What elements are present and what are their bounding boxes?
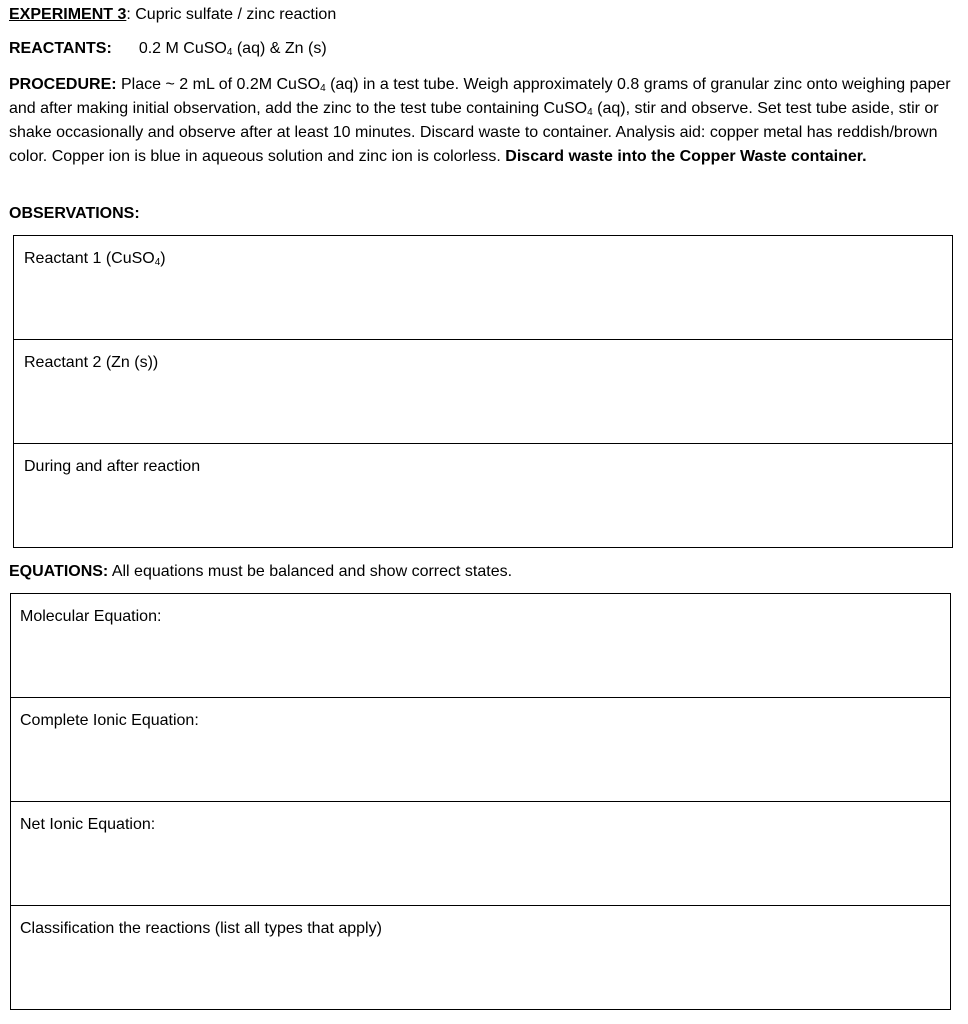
- experiment-heading: [9, 5, 336, 25]
- observation-row-reactant-1[interactable]: [14, 236, 952, 340]
- equation-row-net-ionic[interactable]: [11, 802, 950, 906]
- observation-row-reactant-2[interactable]: [14, 340, 952, 444]
- procedure-paragraph: [9, 73, 964, 169]
- equation-row-classification[interactable]: [11, 906, 950, 1010]
- equations-table: [10, 593, 951, 1010]
- reactant-1-suffix: (aq) & Zn (s): [232, 40, 327, 57]
- equation-row-label: Net Ionic Equation:: [20, 816, 156, 833]
- equations-instruction: All equations must be balanced and show correct states.: [108, 563, 513, 580]
- reactants-line: [9, 39, 327, 59]
- equation-row-label: Complete Ionic Equation:: [20, 712, 199, 729]
- procedure-text-3: (aq), stir and observe. Set test tube aside, stir or shake occasionally and observe after at least 10 minutes. Discard waste to container. Analysis aid: copper metal has reddish/brown color. Copper ion is blue in aqueous solution and zinc ion is colorless.: [9, 100, 939, 165]
- observation-row-label: During and after reaction: [24, 458, 201, 475]
- procedure-text-2: (aq) in a test tube. Weigh approximately 0.8 grams of granular zinc onto weighing paper and after making initial observation, add the zinc to the test tube containing CuSO: [9, 76, 951, 117]
- procedure-discard-note: Discard waste into the Copper Waste container.: [505, 148, 867, 165]
- equations-label: EQUATIONS:: [9, 563, 109, 580]
- procedure-subscript-1: 4: [320, 83, 326, 94]
- observation-row-label: Reactant 2 (Zn (s)): [24, 354, 159, 371]
- procedure-text-1: Place ~ 2 mL of 0.2M CuSO: [116, 76, 321, 93]
- observation-label-subscript: 4: [154, 257, 161, 268]
- reactants-label: REACTANTS:: [9, 40, 112, 57]
- observations-label: OBSERVATIONS:: [9, 205, 140, 222]
- equations-heading: [9, 562, 512, 582]
- experiment-label: EXPERIMENT 3: [9, 6, 127, 23]
- observation-label-suffix: ): [160, 250, 166, 267]
- equation-row-complete-ionic[interactable]: [11, 698, 950, 802]
- procedure-label: PROCEDURE:: [9, 76, 117, 93]
- equation-row-label: Molecular Equation:: [20, 608, 162, 625]
- observation-row-during-after[interactable]: [14, 444, 952, 548]
- equation-row-molecular[interactable]: [11, 594, 950, 698]
- reactant-1-subscript: 4: [226, 47, 233, 58]
- observation-row-label: [24, 249, 166, 269]
- observation-label-text: Reactant 1 (CuSO: [24, 250, 155, 267]
- observations-table: [13, 235, 953, 548]
- procedure-subscript-2: 4: [587, 107, 593, 118]
- reactant-1-text: 0.2 M CuSO: [138, 40, 227, 57]
- experiment-title: : Cupric sulfate / zinc reaction: [126, 6, 337, 23]
- equation-row-label: Classification the reactions (list all types that apply): [20, 920, 382, 937]
